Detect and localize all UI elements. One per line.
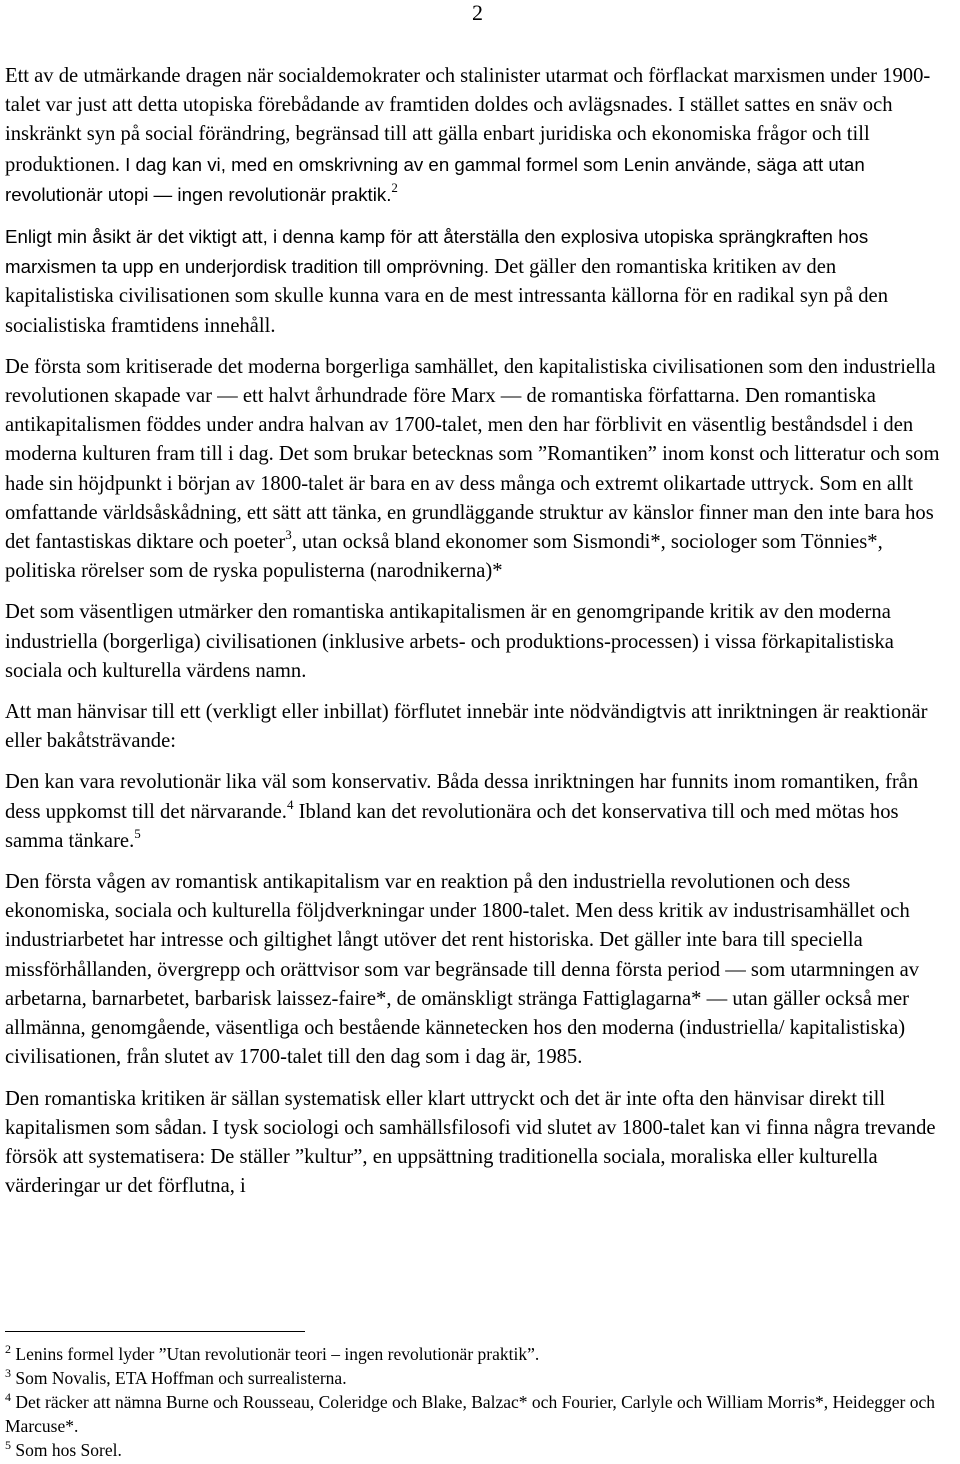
paragraph xyxy=(5,698,949,756)
text-run: Den kan vara revolutionär lika väl som konservativ. Båda dessa inriktningen har funnits inom romantiken, från dess uppkomst till det närvarande. xyxy=(5,771,919,823)
paragraph xyxy=(5,1085,949,1202)
footnote-list xyxy=(5,1342,949,1462)
footnote xyxy=(5,1342,949,1366)
footnote-number: 2 xyxy=(5,1342,11,1356)
footnote-ref: 3 xyxy=(285,527,292,543)
footnote-ref: 4 xyxy=(286,796,294,812)
footnote-number: 5 xyxy=(5,1438,11,1452)
paragraph xyxy=(5,353,949,587)
footnote xyxy=(5,1390,949,1438)
footnote-separator xyxy=(5,1331,305,1332)
paragraph xyxy=(5,868,949,1072)
paragraph xyxy=(5,768,949,856)
text-run: Den första vågen av romantisk antikapitalism var en reaktion på den industriella revolutionen och dess ekonomiska, sociala och kulturella följdverkningar under 1800-talet. Men dess kritik av industrisamhället och industriarbetet har intresse och giltighet långt utöver det rent historiska. Det gäller inte bara till speciella missförhållanden, övergrepp och orättvisor som var begränsade till denna första period — som utarmningen av arbetarna, barnarbetet, barbarisk laissez-faire*, de omänskligt stränga Fattiglagarna* — utan gäller också mer allmänna, genomgående, väsentliga och bestående kännetecken hos den moderna (industriella/ kapitalistiska) civilisationen, från slutet av 1700-talet till den dag som i dag är, 1985. xyxy=(5,871,920,1069)
footnotes xyxy=(5,1331,949,1462)
paragraph xyxy=(5,598,949,686)
footnote-number: 3 xyxy=(5,1366,11,1380)
footnote xyxy=(5,1366,949,1390)
paragraph xyxy=(5,62,949,210)
footnote-ref: 2 xyxy=(391,179,398,195)
text-run: I dag kan vi, med en omskrivning av en gammal formel som Lenin använde, säga att utan revolutionär utopi — ingen revolutionär praktik. xyxy=(5,153,865,205)
body-text xyxy=(5,62,949,1213)
footnote-text: Det räcker att nämna Burne och Rousseau, Coleridge och Blake, Balzac* och Fourier, Carlyle och William Morris*, Heidegger och Marcuse*. xyxy=(5,1392,936,1436)
text-run: Ett av de utmärkande dragen när socialdemokrater och stalinister utarmat och förflackat marxismen under 1900-talet var just att detta utopiska förebådande av framtiden doldes och avlägsnades. I stället sattes en snäv och inskränkt syn på social förändring, begränsad till att gälla enbart juridiska och ekonomiska frågor och till produktionen. xyxy=(5,65,931,176)
page-number: 2 xyxy=(472,0,483,25)
footnote-text: Lenins formel lyder ”Utan revolutionär teori – ingen revolutionär praktik”. xyxy=(11,1344,540,1364)
footnote-ref: 5 xyxy=(134,825,141,841)
footnote-text: Som hos Sorel. xyxy=(11,1440,122,1460)
text-run: Ibland kan det revolutionära och det konservativa till och med mötas hos samma tänkare. xyxy=(5,800,899,852)
footnote-number: 4 xyxy=(5,1390,11,1404)
paragraph xyxy=(5,222,949,341)
text-run: Att man hänvisar till ett (verkligt eller inbillat) förflutet innebär inte nödvändigtvis att inriktningen är reaktionär eller bakåtsträvande: xyxy=(5,701,928,753)
text-run: Det som väsentligen utmärker den romantiska antikapitalismen är en genomgripande kritik av den moderna industriella (borgerliga) civilisationen (inklusive arbets- och produktions-processen) i vissa förkapitalistiska sociala och kulturella värdens namn. xyxy=(5,601,894,682)
text-run: , utan också bland ekonomer som Sismondi*, sociologer som Tönnies*, politiska rörelser som de ryska populisterna (narodnikerna)* xyxy=(5,531,883,583)
text-run: Enligt min åsikt är det viktigt att, i denna kamp för att återställa den explosiva utopiska sprängkraften hos marxismen ta upp en underjordisk tradition till omprövning. xyxy=(5,226,869,278)
text-run: Den romantiska kritiken är sällan systematisk eller klart uttryckt och det är inte ofta den hänvisar direkt till kapitalismen som sådan. I tysk sociologi och samhällsfilosofi vid slutet av 1800-talet kan vi finna några trevande försök att systematisera: De ställer ”kultur”, en uppsättning traditionella sociala, moraliska eller kulturella värderingar ur det förflutna, i xyxy=(5,1087,936,1198)
text-run: De första som kritiserade det moderna borgerliga samhället, den kapitalistiska civilisationen som den industriella revolutionen skapade var — ett halvt århundrade före Marx — de romantiska författarna. Den romantiska antikapitalismen föddes under andra halvan av 1700-talet, men den har förblivit en väsentlig beståndsdel i den moderna kulturen fram till i dag. Det som brukar betecknas som ”Romantiken” inom konst och litteratur och som hade sin höjdpunkt i början av 1800-talet är bara en av dess många och extremt olikartade uttryck. Som en allt omfattande världsåskådning, ett sätt att tänka, en grundläggande struktur av känslor finner man den inte bara hos det fantastiskas diktare och poeter xyxy=(5,355,940,554)
text-run: Det gäller den romantiska kritiken av den kapitalistiska civilisationen som skulle kunna vara en de mest intressanta källorna för en radikal syn på den socialistiska framtidens innehåll. xyxy=(5,256,888,337)
footnote xyxy=(5,1438,949,1462)
footnote-text: Som Novalis, ETA Hoffman och surrealisterna. xyxy=(11,1368,347,1388)
